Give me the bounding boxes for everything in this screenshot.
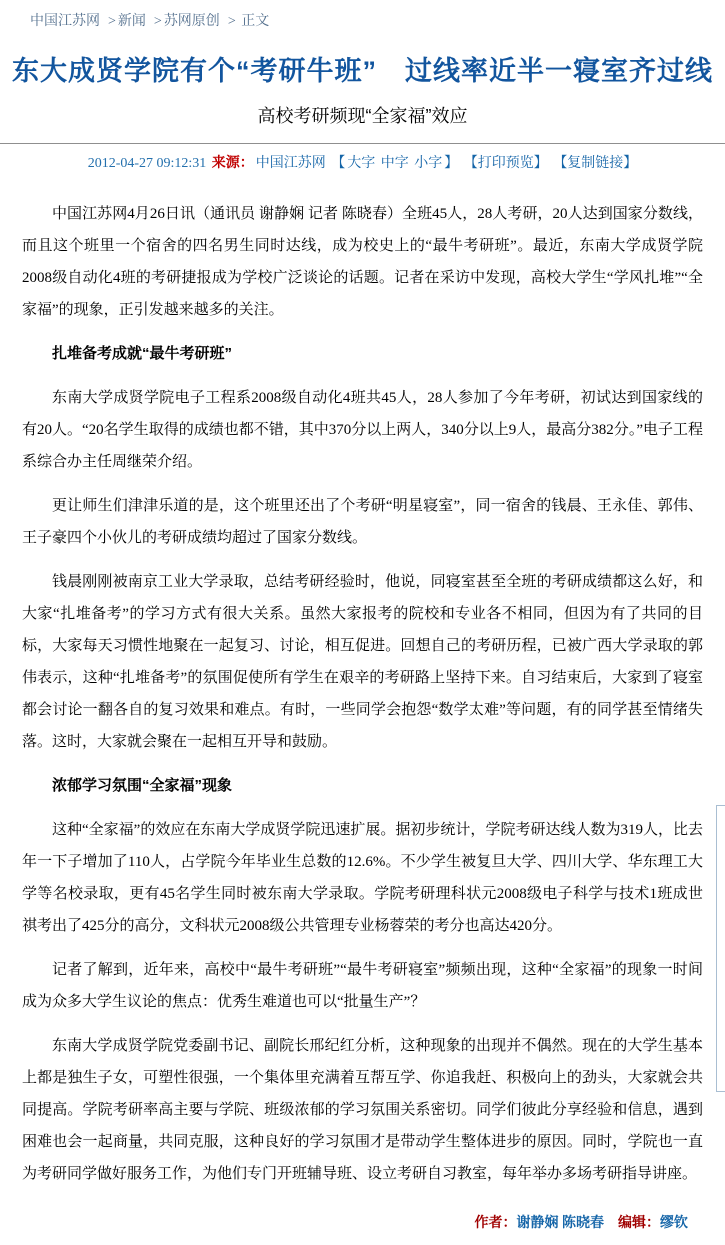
breadcrumb-item-original[interactable]: 苏网原创	[163, 14, 220, 29]
breadcrumb-separator: >	[153, 14, 162, 29]
editor-label: 编辑：	[618, 1216, 660, 1231]
page-title: 东大成贤学院有个“考研牛班” 过线率近半一寝室齐过线	[12, 56, 713, 86]
font-size-small-button[interactable]: 小字	[414, 156, 443, 171]
section-heading-1: 扎堆备考成就“最牛考研班”	[52, 345, 233, 362]
breadcrumb-item-home[interactable]: 中国江苏网	[30, 14, 100, 29]
source-link[interactable]: 中国江苏网	[255, 156, 326, 171]
paragraph-1: 中国江苏网4月26日讯（通讯员 谢静娴 记者 陈晓春）全班45人，28人考研，20人达到国家分数线，而且这个班里一个宿舍的四名男生同时达线，成为校史上的“最牛考研班”。最近，东南大学成贤学院2008级自动化4班的考研捷报成为学校广泛谈论的话题。记者在采访中发现，高校大学生“学风扎堆”“全家福”的现象，正引发越来越多的关注。	[22, 206, 703, 318]
font-size-bracket-close: 】	[444, 156, 459, 171]
article-body	[0, 172, 725, 1240]
font-size-large-button[interactable]: 大字	[347, 156, 376, 171]
print-preview-button[interactable]: 【打印预览】	[463, 156, 548, 171]
paragraph-2: 东南大学成贤学院电子工程系2008级自动化4班共45人，28人参加了今年考研，初试达到国家线的有20人。“20名学生取得的成绩也都不错，其中370分以上两人，340分以上9人，最高分382分。”电子工程系综合办主任周继荣介绍。	[22, 390, 703, 470]
floating-panel-edge	[716, 805, 725, 1092]
paragraph-6: 记者了解到，近年来，高校中“最牛考研班”“最牛考研寝室”频频出现，这种“全家福”的现象一时间成为众多大学生议论的焦点：优秀生难道也可以“批量生产”？	[22, 962, 703, 1010]
paragraph-4: 钱晨刚刚被南京工业大学录取，总结考研经验时，他说，同寝室甚至全班的考研成绩都这么好，和大家“扎堆备考”的学习方式有很大关系。虽然大家报考的院校和专业各不相同，但因为有了共同的目标，大家每天习惯性地聚在一起复习、讨论，相互促进。回想自己的考研历程，已被广西大学录取的郭伟表示，这种“扎堆备考”的氛围促使所有学生在艰辛的考研路上坚持下来。自习结束后，大家到了寝室都会讨论一翻各自的复习效果和难点。有时，一些同学会抱怨“数学太难”等问题，有的同学甚至情绪失落。这时，大家就会聚在一起相互开导和鼓励。	[22, 574, 703, 750]
paragraph-7: 东南大学成贤学院党委副书记、副院长邢纪红分析，这种现象的出现并不偶然。现在的大学生基本上都是独生子女，可塑性很强，一个集体里充满着互帮互学、你追我赶、积极向上的劲头，大家就会共同提高。学院考研率高主要与学院、班级浓郁的学习氛围关系密切。同学们彼此分享经验和信息，遇到困难也会一起商量，共同克服，这种良好的学习氛围才是带动学生整体进步的原因。同时，学院也一直为考研同学做好服务工作，为他们专门开班辅导班、设立考研自习教室，每年举办多场考研指导讲座。	[22, 1038, 703, 1182]
font-size-bracket-open: 【	[331, 156, 346, 171]
breadcrumb-separator: >	[108, 14, 116, 29]
author-names: 谢静娴 陈晓春	[516, 1216, 604, 1231]
breadcrumb-separator: >	[227, 14, 236, 29]
paragraph-3: 更让师生们津津乐道的是，这个班里还出了个考研“明星寝室”，同一宿舍的钱晨、王永佳、郭伟、王子豪四个小伙儿的考研成绩均超过了国家分数线。	[22, 498, 703, 546]
paragraph-5: 这种“全家福”的效应在东南大学成贤学院迅速扩展。据初步统计，学院考研达线人数为319人，比去年一下子增加了110人，占学院今年毕业生总数的12.6%。不少学生被复旦大学、四川大学、华东理工大学等名校录取，更有45名学生同时被东南大学录取。学院考研理科状元2008级电子科学与技术1班成世祺考出了425分的高分，文科状元2008级公共管理专业杨蓉荣的考分也高达420分。	[22, 822, 703, 934]
copy-link-button[interactable]: 【复制链接】	[553, 156, 638, 171]
breadcrumb-item-news[interactable]: 新闻	[117, 14, 146, 29]
byline	[22, 1208, 703, 1240]
page-subtitle: 高校考研频现“全家福”效应	[257, 106, 468, 126]
article-meta	[0, 144, 725, 172]
editor-name: 缪钦	[660, 1216, 688, 1231]
author-label: 作者：	[474, 1216, 517, 1231]
source-label: 来源：	[211, 156, 254, 171]
breadcrumb-item-current: 正文	[241, 14, 270, 29]
publish-datetime: 2012-04-27 09:12:31	[87, 156, 207, 171]
section-heading-2: 浓郁学习氛围“全家福”现象	[52, 777, 233, 794]
breadcrumb	[0, 0, 725, 30]
font-size-medium-button[interactable]: 中字	[380, 156, 409, 171]
